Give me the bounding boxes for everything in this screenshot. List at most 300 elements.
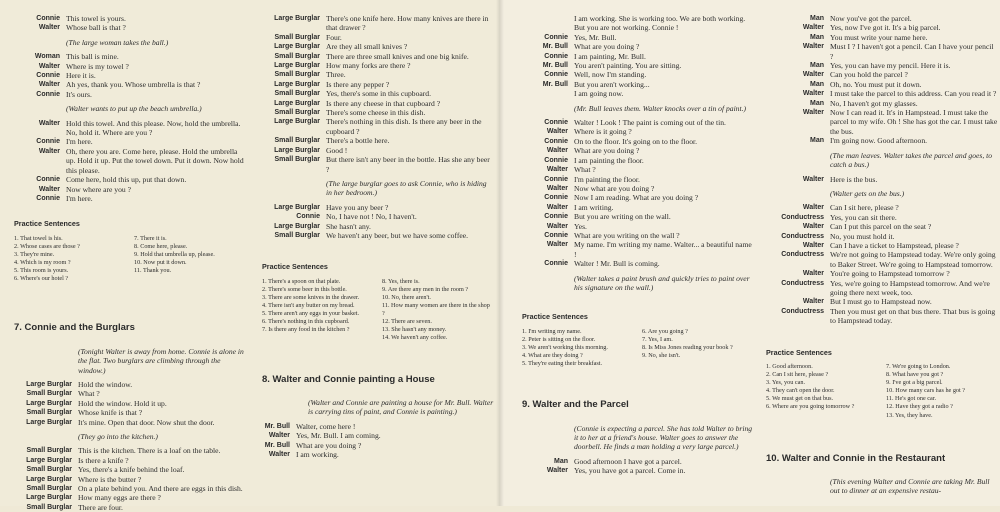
dialogue-line	[14, 399, 246, 408]
dialogue-line	[262, 231, 494, 240]
spoken-line: What are you doing ?	[296, 440, 362, 450]
speaker-name: Man	[810, 80, 824, 88]
spoken-line: Where is my towel ?	[66, 61, 129, 71]
dialogue-line	[522, 89, 754, 98]
dialogue-line	[522, 156, 754, 165]
dialogue-line	[766, 108, 998, 136]
spoken-line: You aren't painting. You are sitting.	[574, 61, 682, 71]
dialogue-line	[522, 165, 754, 174]
speaker-name: Walter	[546, 147, 568, 155]
speaker-name: Large Burglar	[26, 456, 72, 464]
spoken-line: This ball is mine.	[66, 52, 119, 62]
spoken-line: Can I put this parcel on the seat ?	[830, 222, 932, 232]
speaker-name: Connie	[296, 213, 320, 221]
practice-sentence: 13. She hasn't any money.	[382, 326, 447, 334]
spoken-line: I am going now.	[574, 89, 624, 99]
practice-sentence: 7. We're going to London.	[886, 363, 951, 370]
speaker-name: Conductress	[781, 279, 824, 287]
spoken-line: What are you writing on the wall ?	[574, 230, 680, 240]
speaker-name: Walter	[802, 71, 824, 79]
dialogue-line	[262, 14, 494, 33]
dialogue-line	[522, 259, 754, 268]
dialogue-line	[14, 503, 246, 512]
speaker-name: Connie	[544, 71, 568, 79]
practice-sentence: 8. What have you got ?	[886, 371, 944, 379]
spoken-line: Well, now I'm standing.	[574, 70, 647, 80]
speaker-name: Walter	[802, 204, 824, 212]
speaker-name: Connie	[36, 90, 60, 98]
speaker-name: Walter	[546, 467, 568, 475]
speaker-name: Mr. Bull	[264, 441, 290, 449]
dialogue-block	[522, 457, 754, 476]
dialogue-line	[522, 175, 754, 184]
dialogue-line	[766, 80, 998, 89]
practice-sentence: 14. We haven't any coffee.	[382, 334, 448, 342]
stage-direction: (Walter takes a paint brush and quickly tries to paint over his signature on the wall.)	[574, 273, 750, 292]
speaker-name: Large Burglar	[274, 43, 320, 51]
practice-col-right	[134, 235, 246, 284]
speaker-name: Large Burglar	[274, 99, 320, 107]
practice-sentence: 5. There aren't any eggs in your basket.	[262, 310, 360, 318]
practice-heading: Practice Sentences	[14, 219, 80, 229]
spoken-line: Where is it going ?	[574, 127, 632, 137]
spoken-line: What are you doing ?	[574, 146, 640, 156]
spoken-line: Oh, no. You must put it down.	[830, 79, 922, 89]
dialogue-block	[766, 14, 998, 326]
dialogue-line	[14, 456, 246, 465]
speaker-name: Connie	[36, 176, 60, 184]
spoken-line: Can I have a ticket to Hampstead, please ?	[830, 240, 959, 250]
spoken-line: Walter, come here !	[296, 421, 356, 431]
practice-sentence: 8. Yes, there is.	[382, 277, 420, 285]
dialogue-line	[522, 457, 754, 466]
speaker-name: Small Burglar	[26, 503, 72, 511]
dialogue-line	[766, 307, 998, 326]
spoken-line: But you are writing on the wall.	[574, 212, 671, 222]
dialogue-line	[766, 89, 998, 98]
speaker-name: Walter	[546, 184, 568, 192]
spoken-line: Yes, there's some in this cupboard.	[326, 89, 431, 99]
spoken-line: There are three small knives and one big knife.	[326, 51, 469, 61]
speaker-name: Small Burglar	[26, 466, 72, 474]
dialogue-line	[14, 119, 246, 138]
speaker-name: Conductress	[781, 213, 824, 221]
speaker-name: Large Burglar	[274, 62, 320, 70]
dialogue-line	[766, 70, 998, 79]
spoken-line: Yes, now I've got it. It's a big parcel.	[830, 23, 941, 33]
dialogue-line	[14, 484, 246, 493]
spoken-line: Is there any cheese in that cupboard ?	[326, 98, 441, 108]
speaker-name: Walter	[802, 109, 824, 117]
practice-sentence: 1. I'm writing my name.	[522, 327, 582, 335]
speaker-name: Large Burglar	[26, 418, 72, 426]
spoken-line: I'm here.	[66, 193, 93, 203]
spoken-line: No, I have not ! No, I haven't.	[326, 212, 417, 222]
speaker-name: Walter	[802, 24, 824, 32]
dialogue-line	[14, 380, 246, 389]
spoken-line: Must I ? I haven't got a pencil. Can I have your pencil ?	[830, 42, 994, 61]
practice-sentence: 9. Are there any men in the room ?	[382, 285, 469, 293]
speaker-name: Small Burglar	[274, 109, 320, 117]
speaker-name: Man	[810, 33, 824, 41]
speaker-name: Walter	[802, 298, 824, 306]
stage-direction: (Mr. Bull leaves them. Walter knocks over a tin of paint.)	[574, 103, 747, 113]
spoken-line: There's a bottle here.	[326, 136, 390, 146]
spoken-line: No, I haven't got my glasses.	[830, 98, 918, 108]
dialogue-line	[262, 99, 494, 108]
spoken-line: What are you doing ?	[574, 42, 640, 52]
speaker-name: Small Burglar	[26, 390, 72, 398]
dialogue-line	[522, 240, 754, 259]
dialogue-line	[262, 222, 494, 231]
practice-heading: Practice Sentences	[522, 312, 588, 322]
stage-direction: (They go into the kitchen.)	[78, 431, 158, 441]
practice-sentence: 2. There's some beer in this bottle.	[262, 285, 347, 293]
spoken-line: My name. I'm writing my name. Walter... a beautiful name !	[574, 240, 752, 259]
dialogue-line	[766, 61, 998, 70]
stage-direction: (Walter gets on the bus.)	[830, 188, 905, 198]
spoken-line: Yes, we're going to Hampstead tomorrow. And we're going there next week, too.	[830, 278, 990, 297]
dialogue-line	[766, 203, 998, 212]
spoken-line: How many eggs are there ?	[78, 493, 161, 503]
speaker-name: Connie	[544, 231, 568, 239]
practice-sentence: 5. They're eating their breakfast.	[522, 360, 603, 368]
spoken-line: I am working.	[296, 449, 339, 459]
practice-sentence: 12. Have they got a radio ?	[886, 403, 953, 411]
speaker-name: Mr. Bull	[542, 80, 568, 88]
dialogue-line	[522, 222, 754, 231]
speaker-name: Conductress	[781, 307, 824, 315]
speaker-name: Connie	[544, 119, 568, 127]
spoken-line: Walter ! Mr. Bull is coming.	[574, 259, 660, 269]
column-3	[522, 14, 754, 476]
chapter-10-title: 10. Walter and Connie in the Restaurant	[766, 452, 946, 464]
speaker-name: Small Burglar	[274, 90, 320, 98]
dialogue-block	[14, 347, 246, 512]
speaker-name: Large Burglar	[274, 222, 320, 230]
spoken-line: Is there a knife ?	[78, 455, 129, 465]
dialogue-line	[14, 52, 246, 61]
stage-direction: (This evening Walter and Connie are taking Mr. Bull out to dinner at an expensive restau-	[830, 477, 990, 496]
stage-direction: (Tonight Walter is away from home. Connie is alone in the flat. Two burglars are climbing through the window.)	[78, 346, 244, 375]
spoken-line: I'm here.	[66, 137, 93, 147]
dialogue-line	[522, 14, 754, 33]
spoken-line: We haven't any beer, but we have some coffee.	[326, 230, 469, 240]
spoken-line: Now I can read it. It's in Hampstead. I must take the parcel to my wife. Oh ! She has got the car. I must take the bus.	[830, 108, 998, 136]
dialogue-line	[262, 117, 494, 136]
dialogue-line	[14, 137, 246, 146]
spoken-line: Here it is.	[66, 71, 96, 81]
speaker-name: Walter	[546, 241, 568, 249]
speaker-name: Connie	[544, 52, 568, 60]
dialogue-line	[766, 175, 998, 184]
speaker-name: Large Burglar	[274, 118, 320, 126]
dialogue-line	[14, 71, 246, 80]
speaker-name: Man	[810, 99, 824, 107]
speaker-name: Walter	[546, 222, 568, 230]
spoken-line: Where is the butter ?	[78, 474, 142, 484]
dialogue-line	[522, 193, 754, 202]
practice-sentence: 4. Which is my room ?	[14, 259, 71, 266]
speaker-name: Man	[810, 15, 824, 22]
spoken-line: Hold this towel. And this please. Now, hold the umbrella. No, hold it. Where are you ?	[66, 118, 241, 138]
practice-sentence: 4. What are they doing ?	[522, 352, 583, 360]
spoken-line: Now where are you ?	[66, 184, 131, 194]
dialogue-line	[262, 42, 494, 51]
spoken-line: I am painting, Mr. Bull.	[574, 51, 646, 61]
dialogue-line	[522, 70, 754, 79]
dialogue-line	[766, 213, 998, 222]
dialogue-block	[262, 14, 494, 240]
speaker-name: Man	[810, 62, 824, 70]
dialogue-line	[14, 147, 246, 175]
practice-heading: Practice Sentences	[262, 262, 328, 272]
stage-direction: (The large woman takes the ball.)	[66, 37, 169, 47]
practice-sentence: 6. Where are you going tomorrow ?	[766, 403, 855, 411]
spoken-line: What ?	[78, 389, 100, 399]
practice-sentences	[262, 278, 494, 343]
dialogue-line	[262, 155, 494, 174]
practice-col-right	[642, 328, 754, 368]
dialogue-line	[14, 475, 246, 484]
speaker-name: Mr. Bull	[542, 43, 568, 51]
practice-sentence: 5. This room is yours.	[14, 267, 69, 275]
chapter-7-title: 7. Connie and the Burglars	[14, 322, 135, 334]
dialogue-line	[262, 33, 494, 42]
speaker-name: Small Burglar	[274, 71, 320, 79]
dialogue-line	[766, 14, 998, 23]
spoken-line: You're going to Hampstead tomorrow ?	[830, 269, 950, 279]
dialogue-line	[522, 231, 754, 240]
column-2	[262, 14, 494, 459]
speaker-name: Small Burglar	[274, 33, 320, 41]
dialogue-line	[14, 80, 246, 89]
dialogue-line	[766, 250, 998, 269]
speaker-name: Mr. Bull	[542, 62, 568, 70]
speaker-name: Conductress	[781, 251, 824, 259]
speaker-name: Connie	[544, 260, 568, 268]
dialogue-line	[262, 422, 494, 431]
spoken-line: Yes, Mr. Bull. I am coming.	[296, 431, 381, 441]
speaker-name: Small Burglar	[26, 484, 72, 492]
spoken-line: There's nothing in this dish. Is there any beer in the cupboard ?	[326, 117, 482, 136]
practice-sentences	[14, 235, 246, 284]
page-fold	[496, 0, 504, 506]
speaker-name: Large Burglar	[274, 15, 320, 22]
stage-direction: (Walter wants to put up the beach umbrella.)	[66, 104, 202, 114]
spoken-line: Whose knife is that ?	[78, 408, 143, 418]
spoken-line: I am writing.	[574, 202, 614, 212]
dialogue-line	[522, 80, 754, 89]
dialogue-line	[522, 33, 754, 42]
speaker-name: Connie	[544, 213, 568, 221]
practice-sentence: 2. Can I sit here, please ?	[766, 371, 829, 379]
dialogue-line	[766, 232, 998, 241]
speaker-name: Large Burglar	[26, 380, 72, 388]
speaker-name: Walter	[802, 241, 824, 249]
spoken-line: I must take the parcel to this address. Can you read it ?	[830, 89, 997, 99]
speaker-name: Small Burglar	[274, 231, 320, 239]
practice-sentence: 6. There's nothing in this cupboard.	[262, 318, 350, 326]
spoken-line: Now I am reading. What are you doing ?	[574, 193, 699, 203]
dialogue-line	[14, 185, 246, 194]
practice-sentence: 9. I've got a big parcel.	[886, 379, 943, 387]
dialogue-line	[14, 408, 246, 417]
dialogue-line	[262, 61, 494, 70]
speaker-name: Walter	[802, 43, 824, 51]
stage-direction: (Connie is expecting a parcel. She has told Walter to bring it to her at a friend's house. Walter goes to answer the doorbell. He finds a man holding a very large parcel.)	[574, 423, 753, 452]
dialogue-line	[14, 14, 246, 23]
spoken-line: Can you hold the parcel ?	[830, 70, 908, 80]
spoken-line: There's some cheese in this dish.	[326, 108, 426, 118]
spoken-line: Can I sit here, please ?	[830, 203, 899, 213]
column-4	[766, 14, 998, 501]
spoken-line: Come here, hold this up, put that down.	[66, 175, 187, 185]
chapter-8-title: 8. Walter and Connie painting a House	[262, 373, 435, 385]
spoken-line: There's one knife here. How many knives are there in that drawer ?	[326, 14, 489, 33]
speaker-name: Connie	[36, 15, 60, 22]
dialogue-line	[14, 194, 246, 203]
speaker-name: Walter	[38, 24, 60, 32]
stage-direction: (The large burglar goes to ask Connie, who is hiding in her bedroom.)	[326, 178, 487, 198]
dialogue-line	[14, 446, 246, 455]
practice-sentence: 1. Good afternoon.	[766, 363, 813, 370]
practice-sentence: 2. Peter is sitting on the floor.	[522, 335, 596, 343]
dialogue-line	[262, 70, 494, 79]
practice-sentence: 3. There are some knives in the drawer.	[262, 293, 360, 301]
speaker-name: Small Burglar	[26, 409, 72, 417]
spoken-line: Three.	[326, 70, 346, 80]
speaker-name: Walter	[38, 81, 60, 89]
dialogue-line	[522, 184, 754, 193]
practice-sentence: 4. They can't open the door.	[766, 387, 835, 395]
speaker-name: Connie	[544, 156, 568, 164]
column-1	[14, 14, 246, 512]
spoken-line: Is there any pepper ?	[326, 79, 390, 89]
speaker-name: Small Burglar	[26, 447, 72, 455]
spoken-line: This towel is yours.	[66, 14, 126, 23]
speaker-name: Walter	[802, 175, 824, 183]
dialogue-line	[262, 431, 494, 440]
spoken-line: But I must go to Hampstead now.	[830, 297, 932, 307]
practice-sentence: 3. We aren't working this morning.	[522, 343, 608, 351]
practice-sentence: 6. Are you going ?	[642, 327, 688, 335]
practice-sentence: 1. There's a spoon on that plate.	[262, 277, 341, 285]
speaker-name: Connie	[36, 194, 60, 202]
dialogue-line	[522, 118, 754, 127]
speaker-name: Walter	[268, 432, 290, 440]
spoken-line: No, you must hold it.	[830, 231, 895, 241]
spoken-line: Yes, Mr. Bull.	[574, 32, 617, 42]
speaker-name: Walter	[546, 203, 568, 211]
spoken-line: How many forks are there ?	[326, 61, 411, 71]
chapter-9-title: 9. Walter and the Parcel	[522, 399, 629, 411]
dialogue-line	[766, 241, 998, 250]
speaker-name: Walter	[802, 223, 824, 231]
spoken-line: I am working. She is working too. We are both working. But you are not working. Connie !	[574, 14, 746, 33]
spoken-line: On to the floor. It's going on to the floor.	[574, 136, 698, 146]
practice-col-left	[522, 328, 634, 368]
dialogue-line	[262, 212, 494, 221]
spoken-line: I'm painting the floor.	[574, 174, 640, 184]
spoken-line: Good afternoon I have got a parcel.	[574, 456, 682, 466]
practice-sentence: 7. Is there any food in the kitchen ?	[262, 326, 350, 334]
practice-col-left	[766, 363, 878, 420]
practice-sentence: 3. Yes, you can.	[766, 379, 806, 387]
spoken-line: Now you've got the parcel.	[830, 14, 912, 23]
spoken-line: Now what are you doing ?	[574, 183, 655, 193]
dialogue-line	[262, 52, 494, 61]
practice-sentence: 5. We must get on that bus.	[766, 395, 834, 403]
dialogue-line	[766, 269, 998, 278]
spoken-line: Hold the window. Hold it up.	[78, 398, 167, 408]
spoken-line: Walter ! Look ! The paint is coming out of the tin.	[574, 118, 726, 128]
dialogue-line	[522, 466, 754, 475]
speaker-name: Walter	[546, 166, 568, 174]
practice-sentence: 2. Whose cases are those ?	[14, 242, 80, 250]
speaker-name: Conductress	[781, 232, 824, 240]
dialogue-line	[766, 279, 998, 298]
spoken-line: On a plate behind you. And there are eggs in this dish.	[78, 483, 243, 493]
dialogue-line	[14, 90, 246, 99]
practice-sentence: 10. Now put it down.	[134, 259, 187, 266]
spoken-line: But you aren't working...	[574, 79, 650, 89]
spoken-line: Yes, you can have my pencil. Here it is.	[830, 61, 951, 71]
practice-sentence: 13. Yes, they have.	[886, 411, 933, 419]
practice-sentence: 4. There isn't any butter on my bread.	[262, 302, 355, 310]
spoken-line: Good !	[326, 145, 348, 155]
spoken-line: She hasn't any.	[326, 221, 371, 231]
spoken-line: You must write your name here.	[830, 32, 928, 42]
dialogue-line	[766, 222, 998, 231]
stage-direction: (The man leaves. Walter takes the parcel and goes, to catch a bus.)	[830, 150, 993, 170]
practice-col-right	[382, 278, 494, 343]
practice-sentence: 10. How many cars has he got ?	[886, 387, 966, 395]
dialogue-line	[262, 136, 494, 145]
speaker-name: Large Burglar	[26, 475, 72, 483]
speaker-name: Small Burglar	[274, 156, 320, 164]
spoken-line: Whose ball is that ?	[66, 23, 126, 33]
practice-sentence: 8. Come here, please.	[134, 242, 188, 250]
dialogue-line	[262, 450, 494, 459]
spoken-line: Yes.	[574, 221, 587, 231]
spoken-line: There are four.	[78, 502, 123, 512]
dialogue-block	[262, 422, 494, 460]
speaker-name: Connie	[544, 175, 568, 183]
spoken-line: It's ours.	[66, 89, 92, 99]
practice-col-left	[262, 278, 374, 343]
practice-heading: Practice Sentences	[766, 347, 832, 357]
practice-sentence: 1. That towel is his.	[14, 234, 63, 242]
speaker-name: Connie	[36, 72, 60, 80]
dialogue-line	[262, 441, 494, 450]
practice-sentence: 11. He's got one car.	[886, 395, 937, 403]
spoken-line: Ah yes, thank you. Whose umbrella is that ?	[66, 80, 201, 90]
spoken-line: This is the kitchen. There is a loaf on the table.	[78, 446, 221, 456]
speaker-name: Connie	[544, 194, 568, 202]
dialogue-block	[522, 14, 754, 292]
dialogue-line	[14, 175, 246, 184]
dialogue-line	[766, 297, 998, 306]
spoken-line: Oh, there you are. Come here, please. Hold the umbrella up. Hold it up. Put the towel down. Put it down. Now hold this please.	[66, 146, 244, 175]
spoken-line: Yes, you have got a parcel. Come in.	[574, 466, 686, 476]
speaker-name: Large Burglar	[274, 80, 320, 88]
practice-sentence: 8. Is Miss Jones reading your book ?	[642, 343, 733, 351]
dialogue-line	[14, 493, 246, 502]
dialogue-line	[14, 62, 246, 71]
dialogue-line	[522, 203, 754, 212]
speaker-name: Woman	[34, 53, 60, 61]
